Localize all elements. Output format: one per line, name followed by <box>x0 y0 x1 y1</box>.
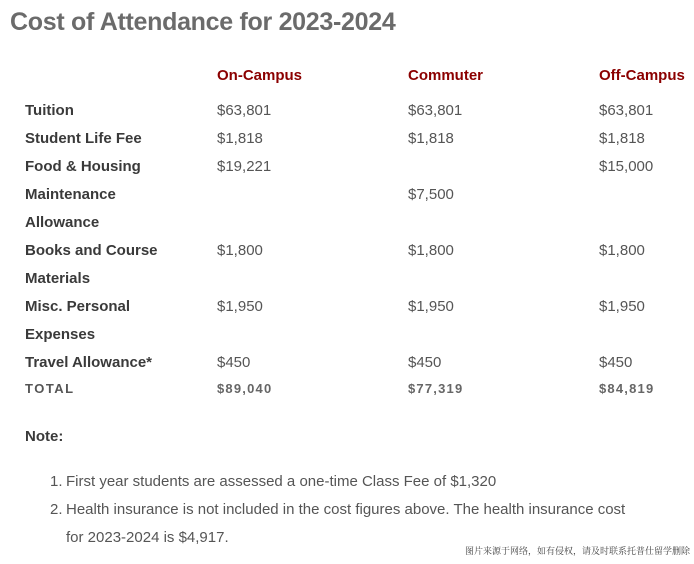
cell-tuition-off-campus: $63,801 <box>599 102 654 119</box>
cell-misc-on-campus: $1,950 <box>217 298 263 315</box>
cell-travel-on-campus: $450 <box>217 354 251 371</box>
cell-student-life-on-campus: $1,818 <box>217 130 263 147</box>
page-title: Cost of Attendance for 2023-2024 <box>10 8 396 36</box>
cell-misc-off-campus: $1,950 <box>599 298 645 315</box>
note-item <box>50 468 630 496</box>
row-label-misc-line1: Misc. Personal <box>25 298 131 315</box>
note-list <box>50 468 630 552</box>
row-label-books-line2: Materials <box>25 270 91 287</box>
note-text: Health insurance is not included in the cost figures above. The health insurance cost for 2023-2024 is $4,917. <box>66 501 626 546</box>
cell-misc-commuter: $1,950 <box>408 298 454 315</box>
row-label-maintenance-line1: Maintenance <box>25 186 116 203</box>
total-commuter: $77,319 <box>408 381 464 396</box>
column-header-on-campus: On-Campus <box>217 67 303 84</box>
cell-books-on-campus: $1,800 <box>217 242 263 259</box>
row-label-maintenance-line2: Allowance <box>25 214 100 231</box>
total-off-campus: $84,819 <box>599 381 655 396</box>
note-text: First year students are assessed a one-time Class Fee of $1,320 <box>66 473 497 490</box>
note-number: 2. <box>50 501 63 518</box>
column-header-commuter: Commuter <box>408 67 484 84</box>
cell-food-housing-off-campus: $15,000 <box>599 158 654 175</box>
cell-travel-off-campus: $450 <box>599 354 633 371</box>
row-label-misc-line2: Expenses <box>25 326 96 343</box>
cell-student-life-off-campus: $1,818 <box>599 130 645 147</box>
cell-books-commuter: $1,800 <box>408 242 454 259</box>
cell-tuition-on-campus: $63,801 <box>217 102 272 119</box>
cell-tuition-commuter: $63,801 <box>408 102 463 119</box>
cell-maintenance-commuter: $7,500 <box>408 186 454 203</box>
watermark: 图片来源于网络，如有侵权，请及时联系托普仕留学删除 <box>464 546 690 556</box>
row-label-travel: Travel Allowance* <box>25 354 153 371</box>
cell-food-housing-on-campus: $19,221 <box>217 158 272 175</box>
total-label: TOTAL <box>25 381 75 396</box>
column-header-off-campus: Off-Campus <box>599 67 685 84</box>
total-on-campus: $89,040 <box>217 381 273 396</box>
note-title: Note: <box>25 428 64 445</box>
row-label-books-line1: Books and Course <box>25 242 158 259</box>
row-label-food-housing: Food & Housing <box>25 158 141 175</box>
cell-travel-commuter: $450 <box>408 354 442 371</box>
note-number: 1. <box>50 473 63 490</box>
cell-books-off-campus: $1,800 <box>599 242 645 259</box>
cell-student-life-commuter: $1,818 <box>408 130 454 147</box>
row-label-student-life-fee: Student Life Fee <box>25 130 142 147</box>
row-label-tuition: Tuition <box>25 102 74 119</box>
